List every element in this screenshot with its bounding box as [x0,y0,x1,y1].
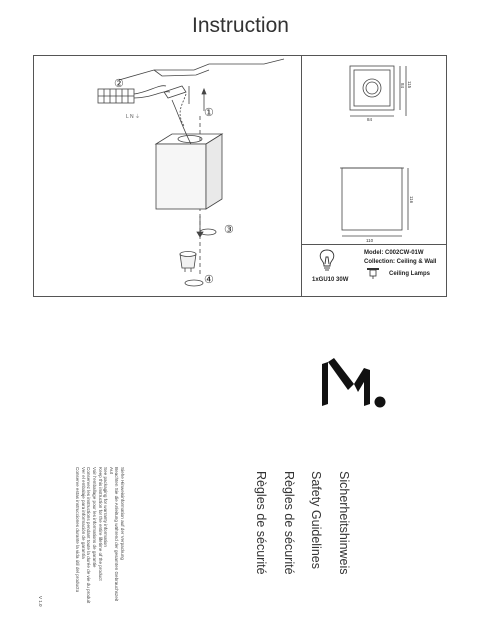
step-1-marker: ① [204,107,214,119]
fine-print-line: Voir l'emballage pour les informations de garantie [92,467,98,568]
fine-print-line: Beachten Sie die Anleitung während der gesamten Gebrauchszeit [114,467,120,602]
heading-en: Safety Guidelines [309,471,323,569]
dim-top-total: 115 [407,81,412,89]
fine-print-line: Conserve estas instrucciones durante la vida útil del producto [75,467,81,593]
step-3-marker: ③ [224,224,234,236]
collection-label: Collection: Ceiling & Wall [364,259,437,265]
ceiling-line-inner [154,70,209,76]
fine-print-line: Aut [108,467,114,474]
ceiling-lamp-icon [366,267,380,280]
category-label: Ceiling Lamps [389,271,431,277]
frame-divider-horizontal [301,244,447,245]
brand-logo [318,358,390,410]
page-title: Instruction [192,14,289,37]
fine-print-line: Ver el embalaje para información de garantía [80,467,86,559]
dim-top-depth: 84 [400,83,405,89]
fine-print-line: Siehe Hinweisinformation auf der Verpackung [120,467,125,560]
ceiling-line [119,59,284,80]
heading-de: Sicherheitshinweis [337,471,351,575]
step-4-marker: ④ [204,274,214,286]
lamp-spec: 1xGU10 30W [312,277,349,283]
dim-top-width: 84 [367,117,373,122]
cube-side [206,134,222,209]
model-label: Model: C002CW-01W [364,250,424,256]
safety-fine-print [75,467,125,603]
dim-side-width: 110 [366,238,374,243]
cube-front [156,144,206,209]
version-label: V 1.0 [38,596,43,607]
fine-print-line: Conservez les instructions pendant toute la durée de vie du produit [86,467,92,604]
installation-diagram [34,56,301,296]
fine-print-line: Keep this instruction for the entire lifetime of the product [97,467,103,581]
step-2-marker: ② [114,78,124,90]
terminal-label: L N ⏚ [126,114,140,120]
fine-print-line: See packaging for warranty information [103,467,109,547]
heading-fr: Règles de sécurité [282,471,296,575]
dim-side-height: 116 [409,196,414,204]
dimension-drawings [302,56,447,244]
bulb-icon [316,248,338,272]
heading-fr-2: Règles de sécurité [254,471,268,575]
side-view [342,168,402,230]
